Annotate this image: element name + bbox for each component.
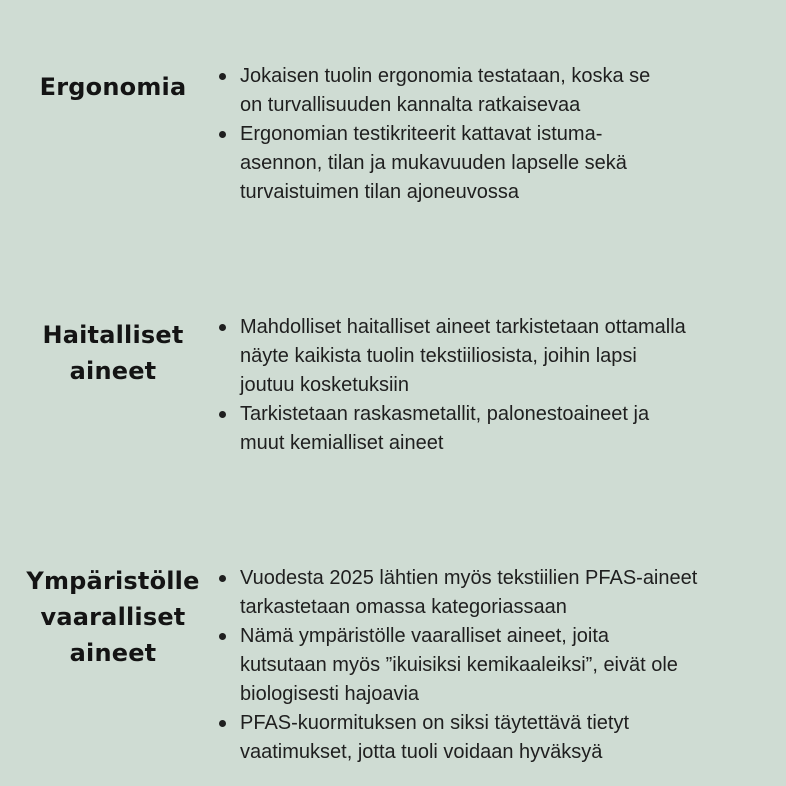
- heading-line: Haitalliset: [42, 321, 184, 349]
- bullet-line: muut kemialliset aineet: [240, 432, 444, 454]
- bullet-line: Tarkistetaan raskasmetallit, palonestoaineet ja: [240, 403, 650, 425]
- bullet-line: kutsutaan myös ”ikuisiksi kemikaaleiksi”, eivät ole: [240, 654, 678, 676]
- bullet-line: turvaistuimen tilan ajoneuvossa: [240, 181, 520, 203]
- bullet-item: [240, 622, 760, 709]
- bullet-item: [240, 62, 760, 120]
- bullet-item: [240, 313, 760, 400]
- bullet-line: asennon, tilan ja mukavuuden lapselle sekä: [240, 152, 627, 174]
- bullet-dot-icon: [219, 73, 226, 80]
- heading-line: aineet: [69, 357, 157, 385]
- bullet-line: PFAS-kuormituksen on siksi täytettävä tietyt: [240, 712, 630, 734]
- bullet-dot-icon: [219, 324, 226, 331]
- heading-line: Ergonomia: [39, 73, 187, 101]
- bullet-line: on turvallisuuden kannalta ratkaisevaa: [240, 94, 581, 116]
- bullet-list: [240, 313, 760, 458]
- bullet-item: [240, 400, 760, 458]
- heading-line: vaaralliset: [40, 603, 186, 631]
- bullet-line: näyte kaikista tuolin tekstiiliosista, joihin lapsi: [240, 345, 637, 367]
- section-heading: [0, 563, 226, 671]
- bullet-dot-icon: [219, 575, 226, 582]
- bullet-item: [240, 120, 760, 207]
- bullet-line: Ergonomian testikriteerit kattavat istuma-: [240, 123, 603, 145]
- bullet-line: tarkastetaan omassa kategoriassaan: [240, 596, 567, 618]
- bullet-line: vaatimukset, jotta tuoli voidaan hyväksyä: [240, 741, 603, 763]
- bullet-item: [240, 709, 760, 767]
- section-heading: [0, 317, 226, 389]
- bullet-dot-icon: [219, 411, 226, 418]
- bullet-line: Jokaisen tuolin ergonomia testataan, koska se: [240, 65, 651, 87]
- bullet-line: biologisesti hajoavia: [240, 683, 420, 705]
- bullet-dot-icon: [219, 633, 226, 640]
- heading-line: Ympäristölle: [26, 567, 200, 595]
- bullet-list: [240, 564, 760, 767]
- bullet-line: joutuu kosketuksiin: [240, 374, 409, 396]
- bullet-item: [240, 564, 760, 622]
- bullet-line: Nämä ympäristölle vaaralliset aineet, joita: [240, 625, 610, 647]
- section-heading: [0, 69, 226, 105]
- bullet-line: Mahdolliset haitalliset aineet tarkistetaan ottamalla: [240, 316, 686, 338]
- bullet-dot-icon: [219, 720, 226, 727]
- bullet-list: [240, 62, 760, 207]
- bullet-dot-icon: [219, 131, 226, 138]
- heading-line: aineet: [69, 639, 157, 667]
- bullet-line: Vuodesta 2025 lähtien myös tekstiilien PFAS-aineet: [240, 567, 698, 589]
